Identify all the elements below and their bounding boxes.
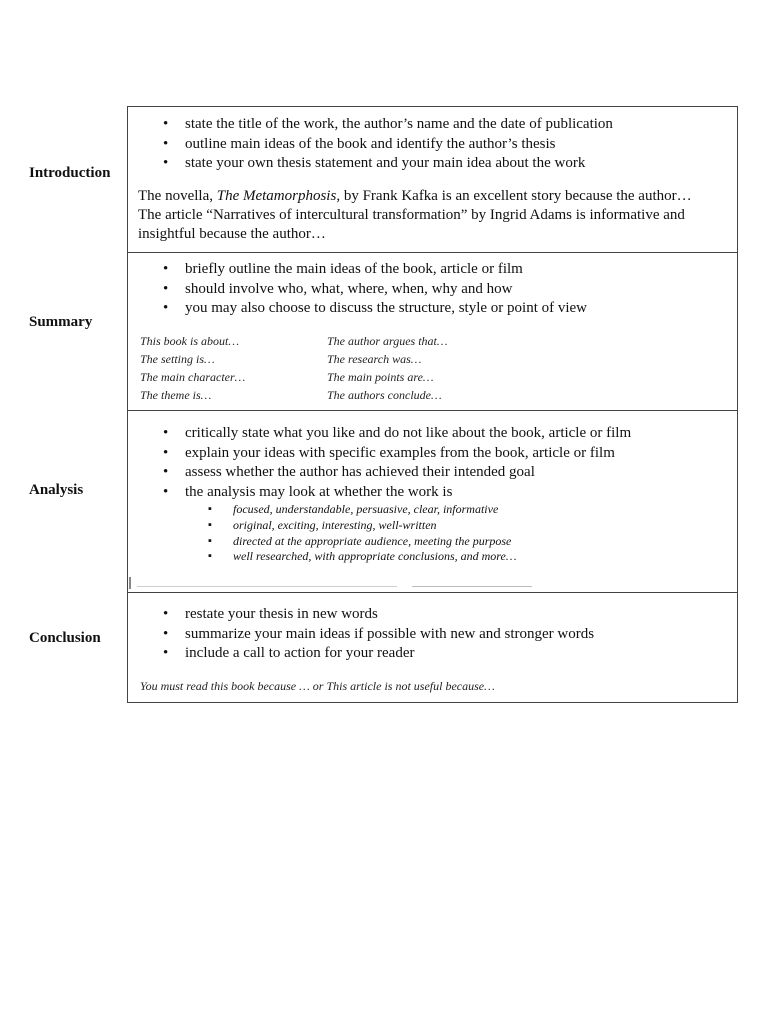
- list-item: ▪ focused, understandable, persuasive, clear, informative: [128, 502, 737, 518]
- example-text: , by Frank Kafka is an excellent story because the author…: [336, 187, 692, 204]
- list-item: • state the title of the work, the author’s name and the date of publication: [128, 115, 737, 135]
- conclusion-example: You must read this book because … or This article is not useful because…: [140, 678, 495, 693]
- phrase-starter: The setting is…: [140, 351, 215, 366]
- list-item: • should involve who, what, where, when, why and how: [128, 280, 737, 300]
- conclusion-label: Conclusion: [29, 630, 101, 646]
- list-item: ▪ original, exciting, interesting, well-written: [128, 518, 737, 534]
- introduction-bullet-list: [128, 115, 737, 174]
- list-item: • restate your thesis in new words: [128, 605, 737, 625]
- scan-artifact: [127, 575, 547, 587]
- list-item: • briefly outline the main ideas of the book, article or film: [128, 260, 737, 280]
- list-item: • summarize your main ideas if possible with new and stronger words: [128, 625, 737, 645]
- phrase-starter: The author argues that…: [327, 333, 448, 348]
- example-text: The novella,: [138, 187, 217, 204]
- list-item: • assess whether the author has achieved their intended goal: [128, 463, 737, 483]
- list-item: • state your own thesis statement and your main idea about the work: [128, 154, 737, 174]
- analysis-box: [127, 411, 738, 593]
- phrase-starter: The main points are…: [327, 369, 434, 384]
- list-item: ▪ directed at the appropriate audience, meeting the purpose: [128, 534, 737, 550]
- phrase-starter: This book is about…: [140, 333, 240, 348]
- conclusion-box: [127, 593, 738, 703]
- summary-bullet-list: [128, 260, 737, 319]
- introduction-example-2-cont: insightful because the author…: [138, 225, 326, 242]
- summary-phrases: [128, 334, 737, 406]
- list-item: • explain your ideas with specific examples from the book, article or film: [128, 444, 737, 464]
- analysis-criteria-list: [128, 502, 737, 564]
- introduction-box: [127, 106, 738, 253]
- list-item: • include a call to action for your reader: [128, 644, 737, 664]
- introduction-example-2: The article “Narratives of intercultural transformation” by Ingrid Adams is informative and: [138, 206, 685, 223]
- introduction-example-1: [128, 187, 737, 206]
- analysis-label: Analysis: [29, 482, 84, 498]
- work-title: The Metamorphosis: [216, 187, 337, 204]
- summary-box: [127, 253, 738, 411]
- summary-label: Summary: [29, 314, 93, 330]
- phrase-starter: The main character…: [140, 369, 246, 384]
- analysis-bullet-list: [128, 424, 737, 502]
- conclusion-bullet-list: [128, 605, 737, 664]
- introduction-label: Introduction: [29, 165, 111, 181]
- list-item: • you may also choose to discuss the structure, style or point of view: [128, 299, 737, 319]
- phrase-starter: The authors conclude…: [327, 387, 442, 402]
- list-item: • critically state what you like and do not like about the book, article or film: [128, 424, 737, 444]
- list-item: • the analysis may look at whether the work is: [128, 483, 737, 503]
- phrase-starter: The theme is…: [140, 387, 212, 402]
- list-item: ▪ well researched, with appropriate conclusions, and more…: [128, 549, 737, 565]
- list-item: • outline main ideas of the book and identify the author’s thesis: [128, 135, 737, 155]
- phrase-starter: The research was…: [327, 351, 422, 366]
